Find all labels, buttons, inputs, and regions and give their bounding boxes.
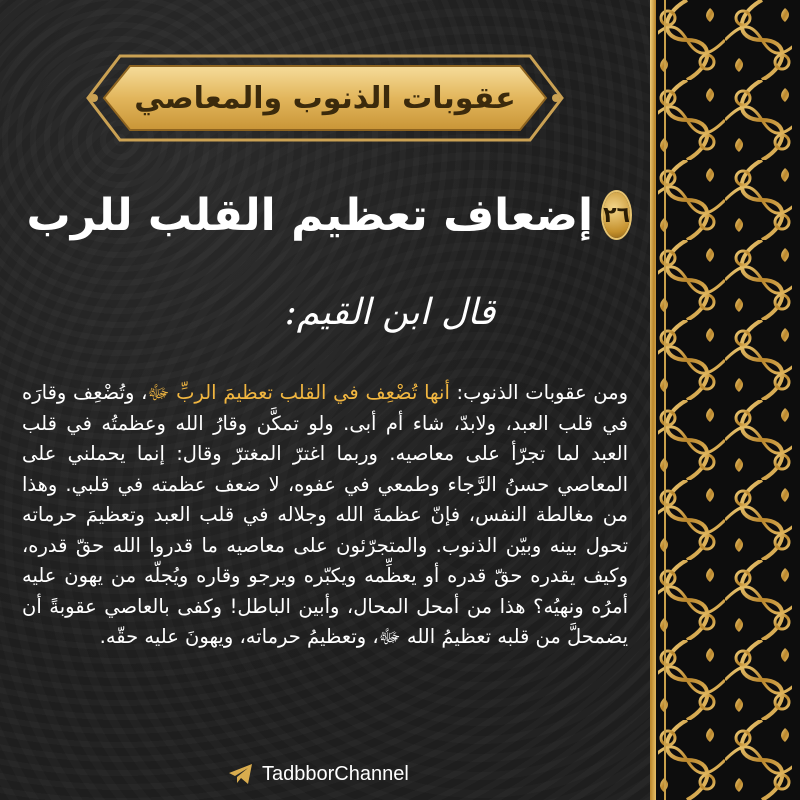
- page-title: عقوبات الذنوب والمعاصي: [134, 80, 516, 116]
- gold-arabesque-icon: [650, 0, 800, 800]
- ornament-panel: [650, 0, 800, 800]
- headline-text: إضعاف تعظيم القلب للرب: [26, 189, 594, 241]
- body-highlight: أنها تُضْعِف في القلب تعظيمَ الربِّ ﷻ: [147, 381, 450, 404]
- footer: [228, 758, 409, 790]
- headline-number-badge: ٢٦: [603, 192, 630, 238]
- body-paragraph: [22, 378, 628, 653]
- quote-intro: قال ابن القيم:: [284, 292, 496, 333]
- channel-name: TadbborChannel: [262, 762, 409, 785]
- body-lead: ومن عقوبات الذنوب:: [449, 381, 628, 404]
- headline: [26, 180, 630, 250]
- title-banner: [80, 48, 570, 148]
- body-rest: ، وتُضْعِف وقارَه في قلب العبد، ولابدّ، شاء أم أبى. ولو تمكَّن وقارُ الله وعظمتُه في قلب العبد لما تجرّأ على معاصيه. وربما اغترّ المغترّ وقال: إنما يحملني على المعاصي حسنُ الرَّجاء وطمعي في عفوه، لا ضعف عظمته في قلبي. وهذا من مغالطة النفس، فإنّ عظمةَ الله وجلاله في قلب العبد وتعظيمَ حرماته تحول بينه وبيّن الذنوب. والمتجرّئون على معاصيه ما قدروا الله حقّ قدره، وكيف يقدره حقّ قدره أو يعظِّمه ويكبّره ويرجو وقاره ويُجلّه من يهون عليه أمرُه ونهيُه؟ هذا من أمحل المحال، وأبين الباطل! وكفى بالعاصي عقوبةً أن يضمحلَّ من قلبه تعظيمُ الله ﷻ، وتعظيمُ حرماته، ويهونَ عليه حقّه.: [22, 381, 628, 648]
- telegram-icon: [228, 763, 254, 785]
